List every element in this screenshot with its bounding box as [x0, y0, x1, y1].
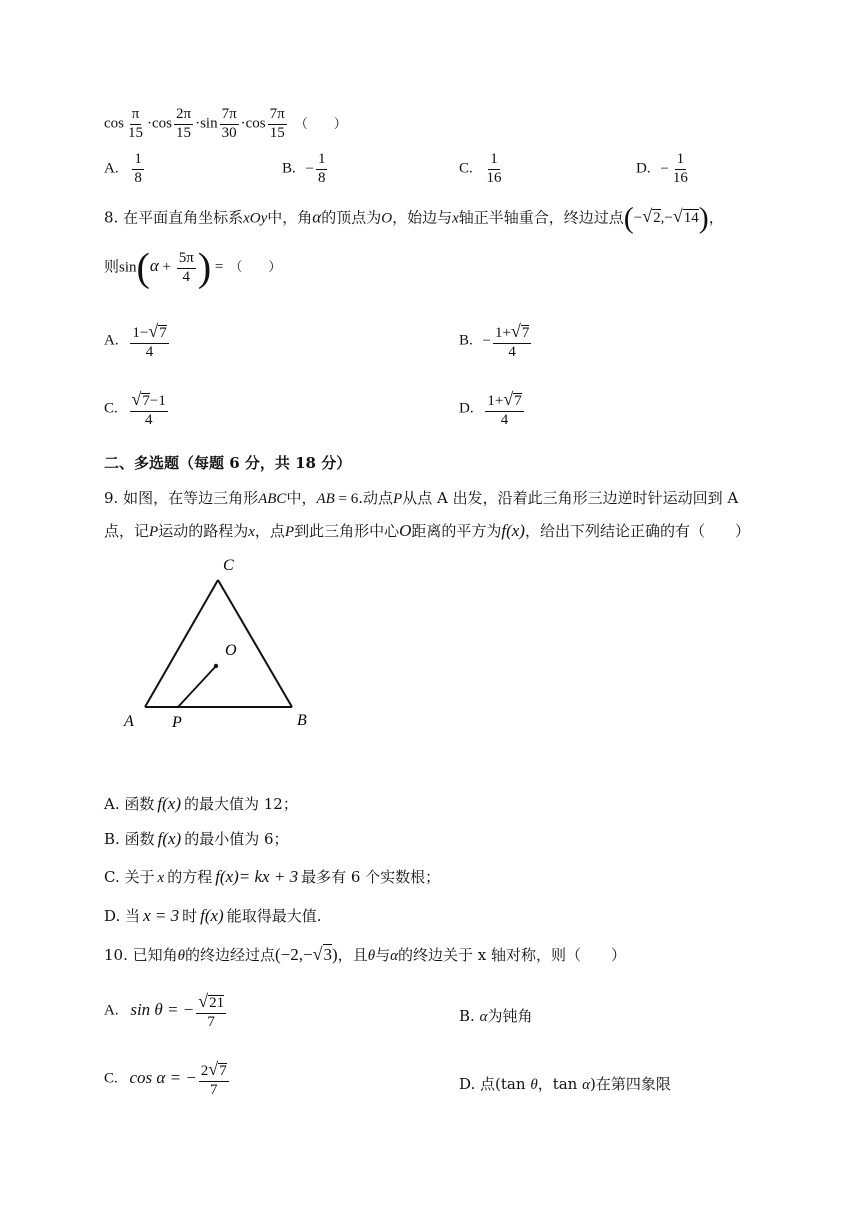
q7-sin-3: ·sin: [195, 115, 218, 132]
q8-option-a: A. $\frac{1-√7}{4}$: [104, 321, 167, 360]
q7-frac-2: $\frac{2\pi}{15}$: [176, 106, 192, 141]
q7-answer-blank: （ ）: [294, 115, 347, 131]
q10-option-d: D. 点(tan θ，tan α)在第四象限: [459, 1075, 671, 1093]
label-a: A: [124, 713, 134, 730]
q7-cos-4: ·cos: [240, 115, 266, 132]
q9-triangle-figure: [110, 550, 340, 740]
q7-frac-3: $\frac{7\pi}{30}$: [221, 106, 237, 141]
q9-option-b: B. 函数 f(x) 的最小值为 6；: [104, 829, 289, 848]
q9-stem-line1: 9. 如图，在等边三角形ABC中，AB = 6.动点P从点 A 出发，沿着此三角形三边逆时针运动回到 A: [104, 489, 739, 507]
q9-option-a: A. 函数 f(x) 的最大值为 12；: [104, 794, 298, 813]
q7-option-a: A. $\frac{1}{8}$: [104, 151, 142, 186]
label-o: O: [225, 642, 237, 659]
q10-stem: 10. 已知角θ的终边经过点(−2,−√3)，且θ与α的终边关于 x 轴对称，则（ ）: [104, 944, 626, 964]
label-c: C: [223, 557, 234, 574]
q10-option-a: A. sin θ = − $\frac{√21}{7}$: [104, 991, 225, 1030]
q7-option-b: B. − $\frac{1}{8}$: [282, 151, 326, 186]
section-2-heading: 二、多选题（每题 6 分，共 18 分）: [104, 454, 352, 472]
q9-option-d: D. 当 x = 3 时 f(x) 能取得最大值.: [104, 906, 322, 925]
q8-option-b: B. − $\frac{1+√7}{4}$: [459, 321, 530, 360]
q8-option-d: D. $\frac{1+√7}{4}$: [459, 389, 522, 428]
q8-option-c: C. $\frac{√7-1}{4}$: [104, 389, 166, 428]
label-b: B: [297, 712, 307, 729]
q7-cos-1: cos: [104, 115, 124, 132]
q10-option-c: C. cos α = − $\frac{2√7}{7}$: [104, 1059, 227, 1098]
segment-po: [178, 666, 216, 707]
q7-frac-4: $\frac{7\pi}{15}$: [269, 106, 285, 141]
q9-option-c: C. 关于 x 的方程 f(x)= kx + 3 最多有 6 个实数根；: [104, 867, 441, 886]
q7-expression: [104, 107, 347, 142]
q7-frac-1: $\frac{\pi}{15}$: [128, 106, 143, 141]
triangle-side-ac: [145, 580, 218, 707]
q8-answer-blank: （ ）: [229, 260, 282, 276]
q8-stem-line2: 则sin(α + $\frac{5\pi}{4}$ ) = （ ）: [104, 245, 282, 290]
q7-cos-2: ·cos: [147, 115, 172, 132]
center-point-o: [214, 664, 218, 668]
q8-stem-line1: 8. 在平面直角坐标系xOy中，角α的顶点为O，始边与x轴正半轴重合，终边过点(−√2,−√14)，: [104, 202, 724, 235]
q9-stem-line2: 点，记P运动的路程为x，点P到此三角形中心O距离的平方为f(x)，给出下列结论正确的有（ ）: [104, 521, 750, 540]
label-p: P: [172, 714, 182, 731]
q7-option-d: D. − $\frac{1}{16}$: [636, 151, 688, 186]
q7-option-c: C. $\frac{1}{16}$: [459, 151, 502, 186]
q10-option-b: B. α为钝角: [459, 1007, 533, 1025]
